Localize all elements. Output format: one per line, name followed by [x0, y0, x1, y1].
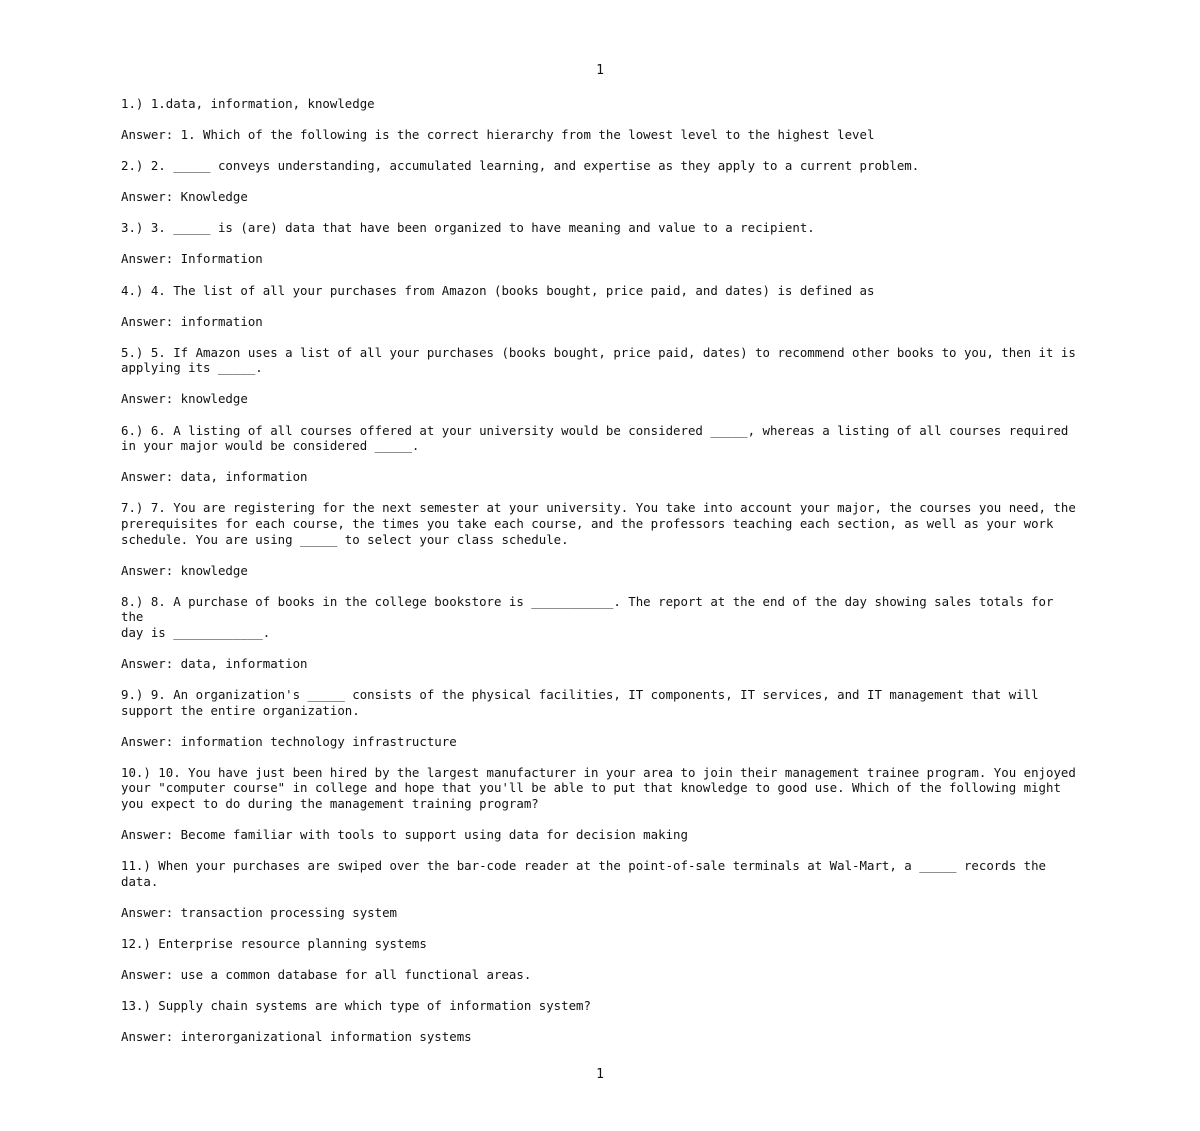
- answer-9: Answer: information technology infrastructure: [121, 733, 457, 749]
- answer-6: Answer: data, information: [121, 469, 308, 485]
- question-5: 5.) 5. If Amazon uses a list of all your purchases (books bought, price paid, dates) to recommend other books to you, then it is applying its _____.: [121, 344, 1076, 376]
- qa-item-3: [121, 220, 1081, 267]
- qa-item-11: [121, 858, 1081, 920]
- qa-item-12: [121, 936, 1081, 983]
- answer-3: Answer: Information: [121, 251, 263, 267]
- answer-4: Answer: information: [121, 313, 263, 329]
- answer-5: Answer: knowledge: [121, 391, 248, 407]
- question-8: 8.) 8. A purchase of books in the college bookstore is ___________. The report at the end of the day showing sales totals for the day is ____________.: [121, 593, 1054, 640]
- qa-item-5: [121, 345, 1081, 407]
- qa-item-4: [121, 283, 1081, 330]
- question-3: 3.) 3. _____ is (are) data that have been organized to have meaning and value to a recipient.: [121, 220, 815, 236]
- answer-13: Answer: interorganizational information systems: [121, 1029, 472, 1045]
- qa-item-2: [121, 158, 1081, 205]
- answer-8: Answer: data, information: [121, 655, 308, 671]
- answer-11: Answer: transaction processing system: [121, 904, 398, 920]
- answer-12: Answer: use a common database for all functional areas.: [121, 967, 532, 983]
- answer-2: Answer: Knowledge: [121, 189, 248, 205]
- qa-item-1: [121, 96, 1081, 143]
- question-12: 12.) Enterprise resource planning systems: [121, 936, 427, 951]
- qa-item-7: [121, 500, 1081, 578]
- answer-10: Answer: Become familiar with tools to support using data for decision making: [121, 827, 688, 843]
- question-11: 11.) When your purchases are swiped over the bar-code reader at the point-of-sale terminals at Wal-Mart, a _____ records the data.: [121, 858, 1047, 889]
- qa-item-10: [121, 765, 1081, 843]
- page-number-header: 1: [596, 63, 604, 78]
- question-7: 7.) 7. You are registering for the next semester at your university. You take into account your major, the courses you need, the prerequisites for each course, the times you take each course, and the professors teaching each section, as well as your work schedule. You are using _____ to select your class schedule.: [121, 500, 1076, 547]
- question-13: 13.) Supply chain systems are which type of information system?: [121, 998, 591, 1014]
- answer-7: Answer: knowledge: [121, 562, 248, 578]
- qa-item-13: [121, 998, 1081, 1045]
- qa-item-9: [121, 687, 1081, 749]
- question-6: 6.) 6. A listing of all courses offered at your university would be considered _____, whereas a listing of all courses required in your major would be considered _____.: [121, 422, 1069, 454]
- question-10: 10.) 10. You have just been hired by the largest manufacturer in your area to join their management trainee program. You enjoyed your "computer course" in college and hope that you'll be able to put that knowledge to good use. Which of the following might you expect to do during the management training program?: [121, 764, 1076, 812]
- document-body: [121, 96, 1081, 1060]
- question-4: 4.) 4. The list of all your purchases from Amazon (books bought, price paid, and dates) is defined as: [121, 282, 875, 298]
- answer-1: Answer: 1. Which of the following is the correct hierarchy from the lowest level to the highest level: [121, 127, 875, 143]
- qa-item-8: [121, 594, 1081, 672]
- question-1: 1.) 1.data, information, knowledge: [121, 96, 375, 111]
- page-number-footer: 1: [596, 1067, 604, 1082]
- question-9: 9.) 9. An organization's _____ consists of the physical facilities, IT components, IT services, and IT management that will support the entire organization.: [121, 687, 1039, 718]
- question-2: 2.) 2. _____ conveys understanding, accumulated learning, and expertise as they apply to a current problem.: [121, 158, 920, 174]
- qa-item-6: [121, 423, 1081, 485]
